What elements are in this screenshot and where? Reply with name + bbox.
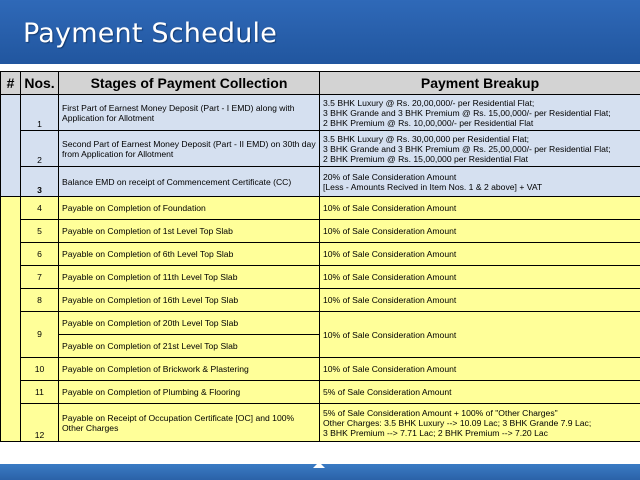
stage-cell: Payable on Completion of 21st Level Top Slab (59, 335, 320, 358)
breakup-line: 20% of Sale Consideration Amount (323, 171, 457, 182)
title-banner (0, 0, 640, 64)
table-row (1, 404, 640, 442)
table-header-row (1, 72, 640, 95)
table-row (1, 243, 640, 266)
breakup-cell: 10% of Sale Consideration Amount (320, 266, 640, 289)
footer-notch (313, 462, 325, 468)
stage-cell: Payable on Completion of 1st Level Top Slab (59, 220, 320, 243)
stage-cell: Balance EMD on receipt of Commencement Certificate (CC) (59, 167, 320, 197)
section-label-construction (1, 197, 21, 442)
breakup-line: 2 BHK Premium @ Rs. 15,00,000 per Residential Flat (323, 153, 529, 164)
breakup-cell: 10% of Sale Consideration Amount (320, 243, 640, 266)
breakup-line: 3.5 BHK Luxury @ Rs. 30,00,000 per Residential Flat; (323, 133, 530, 144)
breakup-cell (320, 131, 640, 167)
breakup-line: 3 BHK Grande and 3 BHK Premium @ Rs. 25,00,000/- per Residential Flat; (323, 143, 611, 154)
row-number: 11 (21, 381, 59, 404)
table-row (1, 131, 640, 167)
payment-schedule-table (0, 71, 640, 442)
breakup-cell (320, 404, 640, 442)
breakup-line: 5% of Sale Consideration Amount + 100% of "Other Charges" (323, 407, 558, 418)
table-row (1, 266, 640, 289)
row-number: 1 (21, 95, 59, 131)
stage-cell: Payable on Completion of 16th Level Top Slab (59, 289, 320, 312)
breakup-cell (320, 95, 640, 131)
breakup-line: 3 BHK Grande and 3 BHK Premium @ Rs. 15,00,000/- per Residential Flat; (323, 107, 611, 118)
row-number: 2 (21, 131, 59, 167)
breakup-cell: 10% of Sale Consideration Amount (320, 220, 640, 243)
stage-cell: Payable on Completion of Plumbing & Flooring (59, 381, 320, 404)
breakup-line: 3 BHK Premium --> 7.71 Lac; 2 BHK Premium --> 7.20 Lac (323, 427, 548, 438)
page-title: Payment Schedule (23, 18, 278, 49)
row-number: 8 (21, 289, 59, 312)
header-breakup: Payment Breakup (320, 72, 640, 95)
header-hash: # (1, 72, 21, 95)
breakup-line: 2 BHK Premium @ Rs. 10,00,000/- per Residential Flat (323, 117, 534, 128)
breakup-cell (320, 167, 640, 197)
breakup-line: [Less - Amounts Recived in Item Nos. 1 & 2 above] + VAT (323, 181, 543, 192)
table-row (1, 381, 640, 404)
table-row (1, 95, 640, 131)
stage-cell: Second Part of Earnest Money Deposit (Part - II EMD) on 30th day from Application for Allotment (59, 131, 320, 167)
stage-cell: Payable on Completion of 20th Level Top Slab (59, 312, 320, 335)
row-number: 3 (21, 167, 59, 197)
payment-table-container (0, 71, 640, 464)
breakup-cell: 10% of Sale Consideration Amount (320, 358, 640, 381)
stage-cell: First Part of Earnest Money Deposit (Part - I EMD) along with Application for Allotment (59, 95, 320, 131)
row-number: 9 (21, 312, 59, 358)
row-number: 5 (21, 220, 59, 243)
table-row (1, 220, 640, 243)
section-label-booking (1, 95, 21, 197)
stage-cell: Payable on Completion of 11th Level Top Slab (59, 266, 320, 289)
breakup-cell: 5% of Sale Consideration Amount (320, 381, 640, 404)
row-number: 6 (21, 243, 59, 266)
breakup-cell: 10% of Sale Consideration Amount (320, 197, 640, 220)
table-row (1, 167, 640, 197)
row-number: 10 (21, 358, 59, 381)
breakup-line: Other Charges: 3.5 BHK Luxury --> 10.09 Lac; 3 BHK Grande 7.9 Lac; (323, 417, 592, 428)
breakup-line: 3.5 BHK Luxury @ Rs. 20,00,000/- per Residential Flat; (323, 97, 535, 108)
header-stages: Stages of Payment Collection (59, 72, 320, 95)
row-number: 12 (21, 404, 59, 442)
header-nos: Nos. (21, 72, 59, 95)
stage-cell: Payable on Completion of Brickwork & Plastering (59, 358, 320, 381)
stage-cell: Payable on Receipt of Occupation Certificate [OC] and 100% Other Charges (59, 404, 320, 442)
row-number: 7 (21, 266, 59, 289)
breakup-cell: 10% of Sale Consideration Amount (320, 312, 640, 358)
stage-cell: Payable on Completion of Foundation (59, 197, 320, 220)
row-number: 4 (21, 197, 59, 220)
stage-cell: Payable on Completion of 6th Level Top Slab (59, 243, 320, 266)
table-row (1, 358, 640, 381)
breakup-cell: 10% of Sale Consideration Amount (320, 289, 640, 312)
table-row (1, 312, 640, 335)
table-row (1, 289, 640, 312)
table-row (1, 197, 640, 220)
